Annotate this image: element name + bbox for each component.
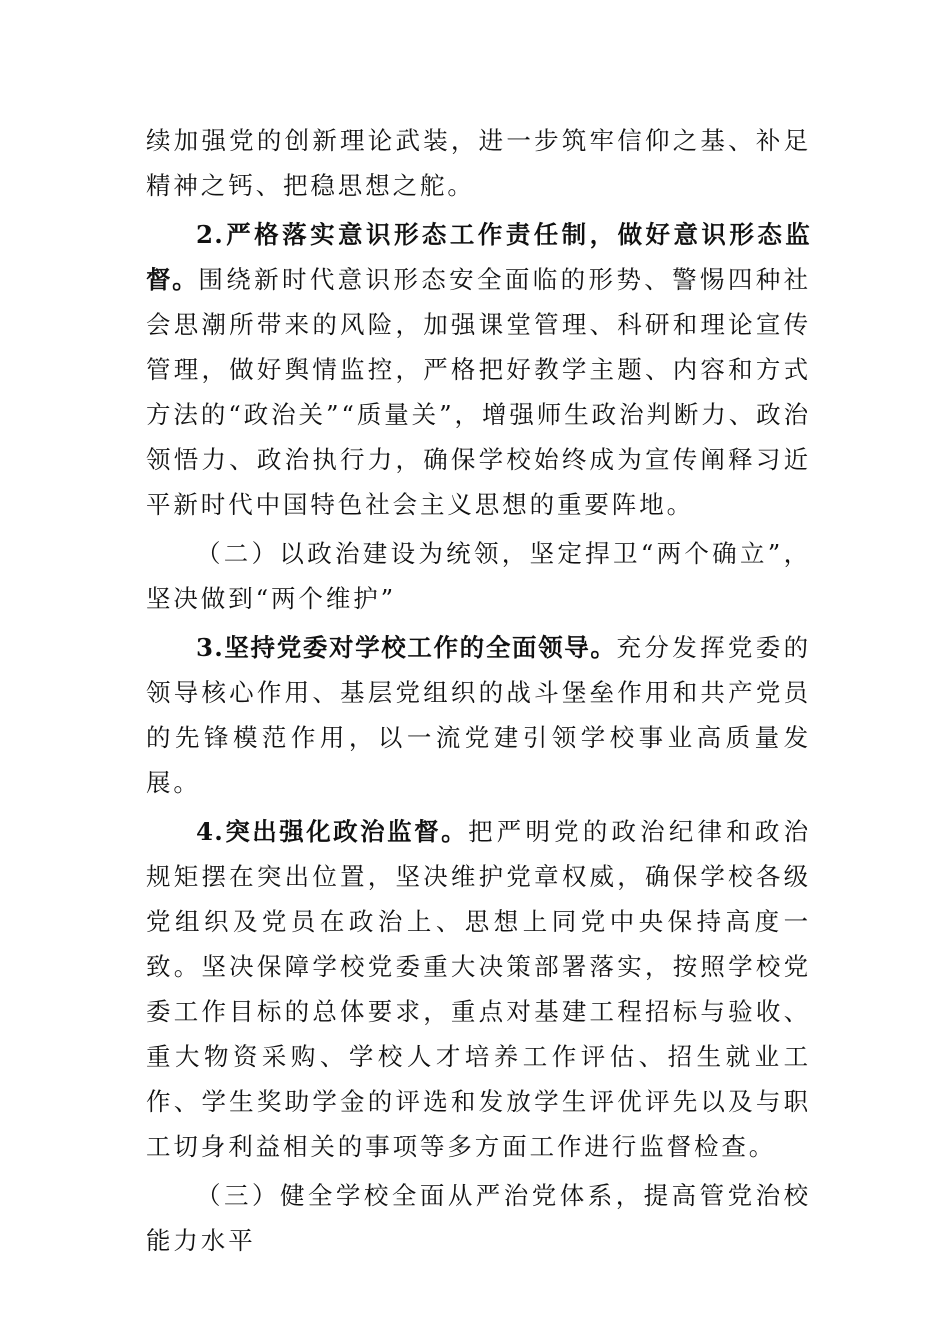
item-4-body: 把严明党的政治纪律和政治规矩摆在突出位置，坚决维护党章权威，确保学校各级党组织及党员在政治上、思想上同党中央保持高度一致。坚决保障学校党委重大决策部署落实，按照学校党委工作目标的总体要求，重点对基建工程招标与验收、重大物资采购、学校人才培养工作评估、招生就业工作、学生奖助学金的评选和发放学生评优评先以及与职工切身利益相关的事项等多方面工作进行监督检查。 (146, 817, 811, 1161)
item-3-heading: 3.坚持党委对学校工作的全面领导。 (196, 633, 617, 662)
document-page (146, 118, 811, 1263)
section-heading-2: （二）以政治建设为统领，坚定捍卫“两个确立”，坚决做到“两个维护” (146, 539, 811, 613)
paragraph-item-2 (146, 212, 811, 527)
paragraph-item-4 (146, 809, 811, 1169)
paragraph-continuation: 续加强党的创新理论武装，进一步筑牢信仰之基、补足精神之钙、把稳思想之舵。 (146, 126, 811, 200)
paragraph-item-3 (146, 625, 811, 805)
item-3-body: 充分发挥党委的领导核心作用、基层党组织的战斗堡垒作用和共产党员的先锋模范作用，以一流党建引领学校事业高质量发展。 (146, 633, 811, 797)
item-2-heading: 2.严格落实意识形态工作责任制，做好意识形态监督。 (146, 220, 811, 294)
item-2-body: 围绕新时代意识形态安全面临的形势、警惕四种社会思潮所带来的风险，加强课堂管理、科研和理论宣传管理，做好舆情监控，严格把好教学主题、内容和方式方法的“政治关”“质量关”，增强师生政治判断力、政治领悟力、政治执行力，确保学校始终成为宣传阐释习近平新时代中国特色社会主义思想的重要阵地。 (146, 265, 811, 519)
section-heading-3: （三）健全学校全面从严治党体系，提高管党治校能力水平 (146, 1181, 811, 1255)
item-4-heading: 4.突出强化政治监督。 (196, 817, 469, 846)
